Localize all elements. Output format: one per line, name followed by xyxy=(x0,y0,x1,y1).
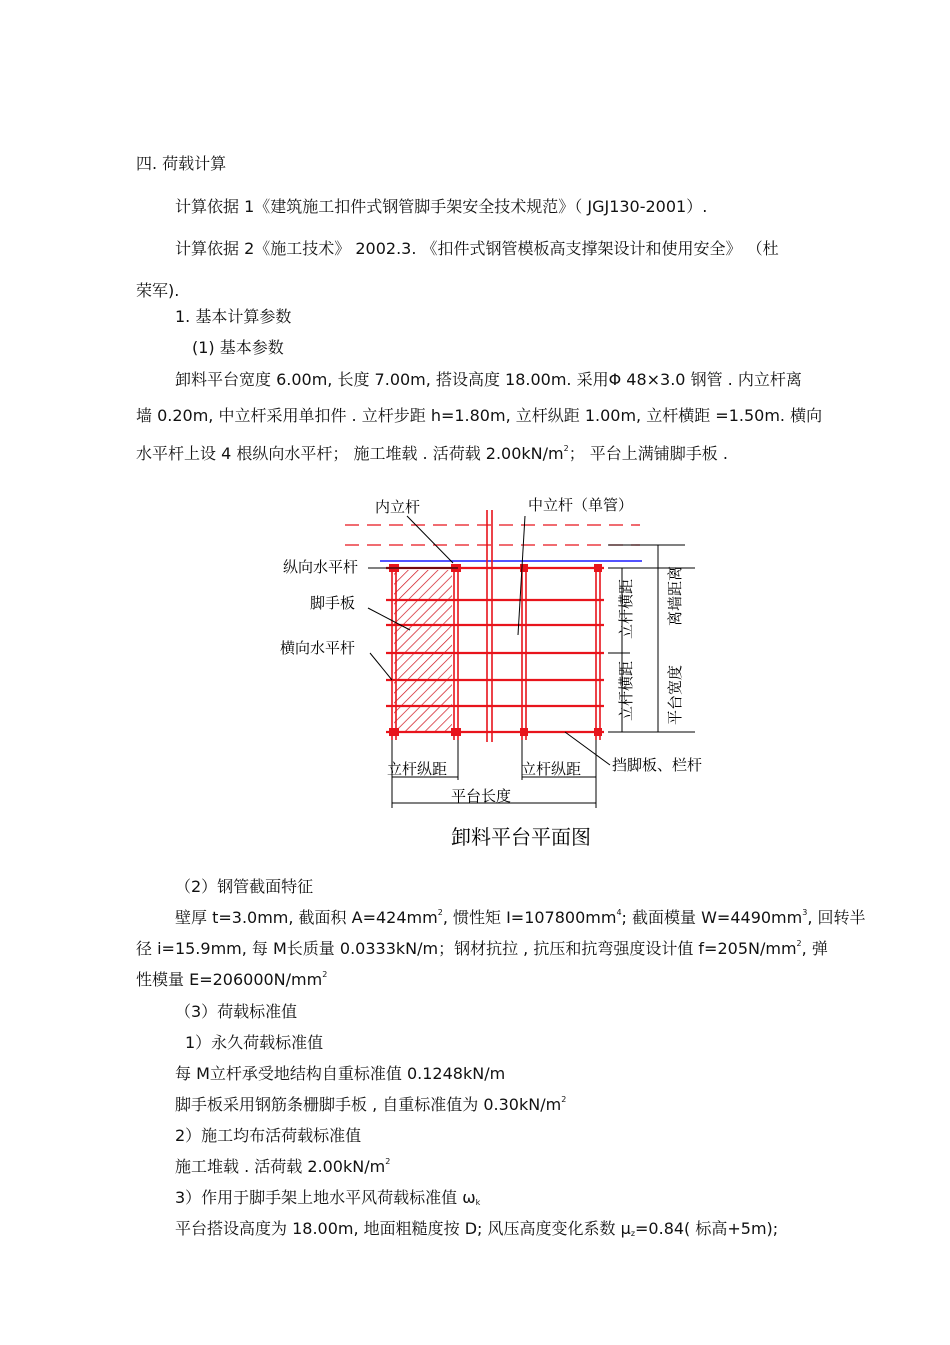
basis-line-1: 计算依据 1《建筑施工扣件式钢管脚手架安全技术规范》（ JGJ130-2001）. xyxy=(175,197,708,216)
pole-node xyxy=(594,564,602,572)
label-longitudinal-bar: 纵向水平杆 xyxy=(283,558,359,576)
subsection-basic-params: 1. 基本计算参数 xyxy=(175,307,292,326)
label-platform-length: 平台长度 xyxy=(451,787,512,805)
basis-line-2: 计算依据 2《施工技术》 2002.3. 《扣件式钢管模板高支撑架设计和使用安全》 （杜 xyxy=(175,239,779,258)
wind-line-1: 平台搭设高度为 18.00m, 地面粗糙度按 D; 风压高度变化系数 $\mu_z=0.84$( 标高+5m); xyxy=(175,1219,779,1238)
label-toe-board: 挡脚板、栏杆 xyxy=(612,756,703,774)
section-title: 四. 荷载计算 xyxy=(136,154,227,173)
label-longitudinal-spacing-1: 立杆纵距 xyxy=(387,760,448,778)
pole-node xyxy=(520,728,528,736)
label-longitudinal-spacing-2: 立杆纵距 xyxy=(521,760,582,778)
pole-node xyxy=(451,728,461,736)
platform-plan-diagram xyxy=(270,490,750,862)
section-props-line-2: 径 i=15.9mm, 每 M长质量 0.0333kN/m；钢材抗拉 , 抗压和抗弯强度设计值 $f=205N/mm^2$, 弹 xyxy=(136,939,828,958)
params-line-2: 墙 0.20m, 中立杆采用单扣件 . 立杆步距 h=1.80m, 立杆纵距 1.00m, 立杆横距 =1.50m. 横向 xyxy=(136,406,823,425)
params-line-1: 卸料平台宽度 6.00m, 长度 7.00m, 搭设高度 18.00m. 采用Φ 48×3.0 钢管 . 内立杆离 xyxy=(175,370,802,389)
label-transverse-bar: 横向水平杆 xyxy=(280,639,356,657)
label-wall-distance: 离墙距离 xyxy=(666,565,684,626)
leader-inner-pole xyxy=(407,516,453,563)
label-inner-pole: 内立杆 xyxy=(375,498,421,516)
wind-heading: 3）作用于脚手架上地水平风荷载标准值 $\omega_k$ xyxy=(175,1188,481,1207)
item-section-props: （2）钢管截面特征 xyxy=(175,877,314,896)
label-platform-width: 平台宽度 xyxy=(666,664,684,725)
live-heading: 2）施工均布活荷载标准值 xyxy=(175,1126,362,1145)
live-line-1: 施工堆载 . 活荷载 $2.00kN/m^2$ xyxy=(175,1157,391,1176)
basis-line-2-cont: 荣军). xyxy=(136,281,180,300)
label-transverse-spacing-2: 立杆横距 xyxy=(617,660,635,721)
item-basic-params: (1) 基本参数 xyxy=(192,338,284,357)
section-props-line-3: 性模量 $E=206000N/mm^2$ xyxy=(136,970,328,989)
permanent-heading: 1）永久荷载标准值 xyxy=(185,1033,324,1052)
params-line-3: 水平杆上设 4 根纵向水平杆； 施工堆载 . 活荷载 $2.00kN/m^2$； 平台上满铺脚手板 . xyxy=(136,444,728,463)
diagram-caption: 卸料平台平面图 xyxy=(451,825,591,849)
label-scaffold-board: 脚手板 xyxy=(310,594,356,612)
section-props-line-1: 壁厚 t=3.0mm, 截面积 $A=424mm^2$, 惯性矩 $I=107800mm^4$; 截面模量 $W=4490mm^3$, 回转半 xyxy=(175,908,866,927)
permanent-line-1: 每 M立杆承受地结构自重标准值 0.1248kN/m xyxy=(175,1064,506,1083)
label-middle-pole: 中立杆（单管） xyxy=(528,496,634,514)
pole-node xyxy=(389,728,399,736)
item-load-standard: （3）荷载标准值 xyxy=(175,1002,298,1021)
pole-node xyxy=(594,728,602,736)
scaffold-board-hatch xyxy=(394,570,452,732)
leader-transverse-bar xyxy=(370,653,392,680)
permanent-line-2: 脚手板采用钢筋条栅脚手板 , 自重标准值为 $0.30kN/m^2$ xyxy=(175,1095,567,1114)
label-transverse-spacing-1: 立杆横距 xyxy=(617,578,635,639)
pole-node xyxy=(520,564,528,572)
